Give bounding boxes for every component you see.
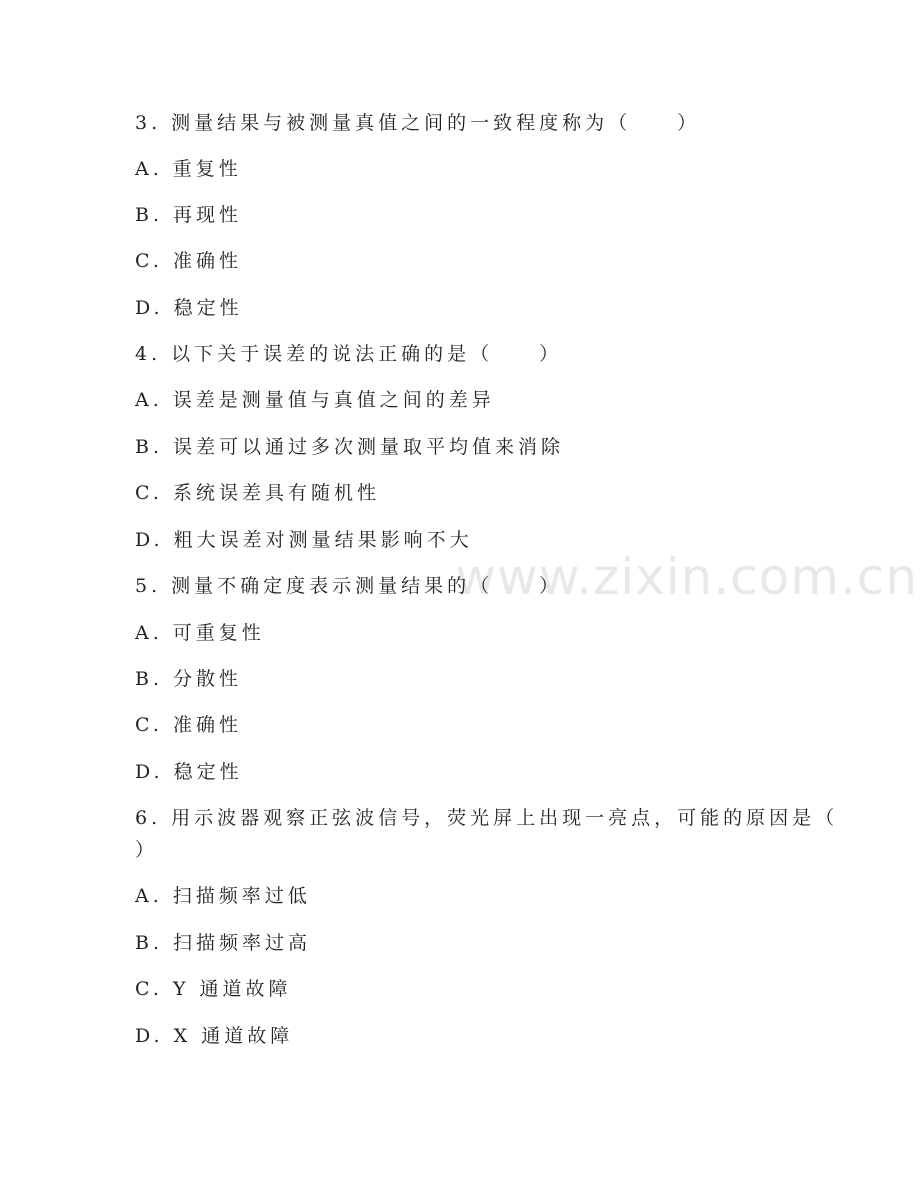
question-5-stem: 5. 测量不确定度表示测量结果的（ ）: [135, 575, 563, 597]
question-6-option-d: D. X 通道故障: [135, 1025, 294, 1047]
question-6-option-a: A. 扫描频率过低: [135, 885, 311, 907]
question-3-option-c: C. 准确性: [135, 250, 242, 272]
question-5-option-b: B. 分散性: [135, 668, 243, 690]
question-6-stem-line-2: ）: [135, 839, 159, 861]
question-4-option-d: D. 粗大误差对测量结果影响不大: [135, 529, 473, 551]
question-3-stem: 3. 测量结果与被测量真值之间的一致程度称为（ ）: [135, 112, 701, 134]
question-6-stem-line-1: 6. 用示波器观察正弦波信号，荧光屏上出现一亮点，可能的原因是（: [135, 807, 839, 829]
question-3-option-b: B. 再现性: [135, 204, 243, 226]
question-4-option-c: C. 系统误差具有随机性: [135, 482, 380, 504]
question-5-option-a: A. 可重复性: [135, 622, 265, 644]
watermark: www.zixin.com.cn: [455, 548, 919, 606]
question-3-option-d: D. 稳定性: [135, 297, 243, 319]
question-6-option-c: C. Y 通道故障: [135, 978, 292, 1000]
question-4-stem: 4. 以下关于误差的说法正确的是（ ）: [135, 343, 563, 365]
question-5-option-d: D. 稳定性: [135, 761, 243, 783]
question-3-option-a: A. 重复性: [135, 158, 242, 180]
question-4-option-b: B. 误差可以通过多次测量取平均值来消除: [135, 436, 565, 458]
question-4-option-a: A. 误差是测量值与真值之间的差异: [135, 389, 495, 411]
question-5-option-c: C. 准确性: [135, 714, 242, 736]
question-6-option-b: B. 扫描频率过高: [135, 932, 312, 954]
